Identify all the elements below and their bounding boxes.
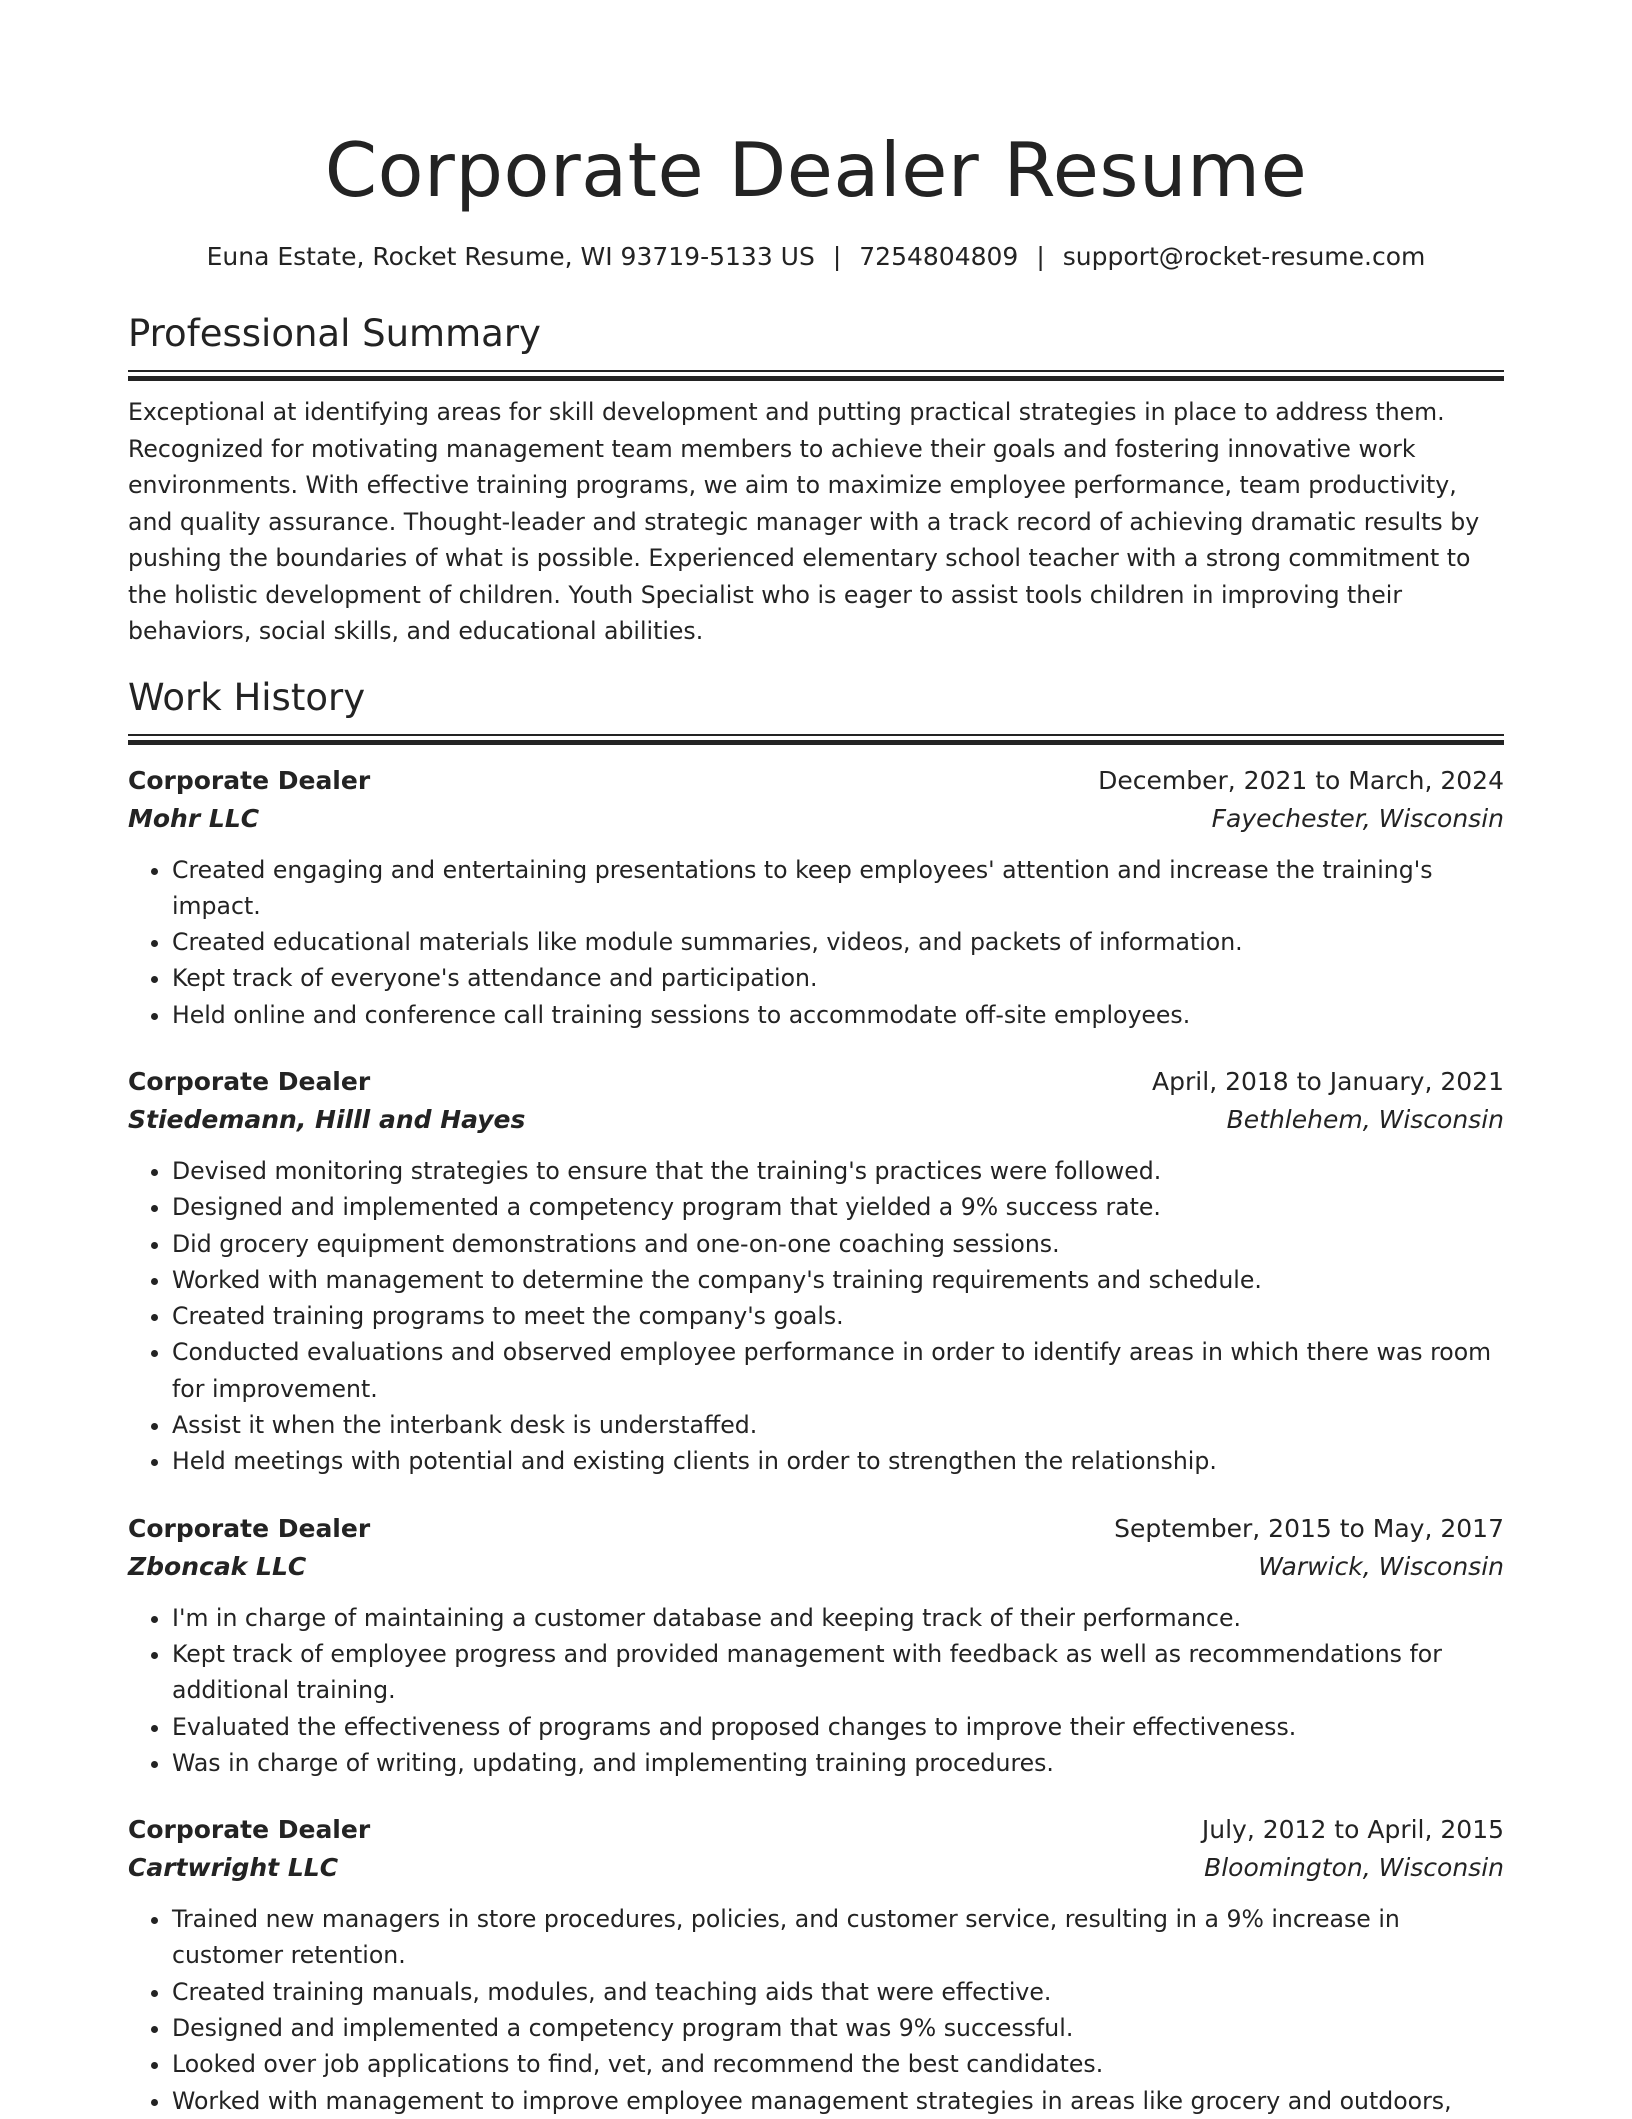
job-company: Mohr LLC: [128, 803, 260, 833]
job-title: Corporate Dealer: [128, 1066, 371, 1096]
job-bullet: • Worked with management to determine the company's training requirements and schedule.: [172, 1262, 1504, 1298]
contact-separator: |: [1036, 242, 1045, 271]
work-history-section: [128, 676, 1504, 2119]
job-bullet: • Looked over job applications to find, vet, and recommend the best candidates.: [172, 2046, 1504, 2082]
job-entry: [128, 1510, 1504, 1781]
job-bullet: • Conducted evaluations and observed employee performance in order to identify areas in which there was room for improvement.: [172, 1334, 1504, 1407]
job-bullet: • Did grocery equipment demonstrations and one-on-one coaching sessions.: [172, 1226, 1504, 1262]
job-dates: April, 2018 to January, 2021: [1152, 1066, 1504, 1096]
section-divider: [128, 370, 1504, 380]
job-header-row: [128, 1811, 1504, 1849]
job-bullet: • Trained new managers in store procedures, policies, and customer service, resulting in a 9% increase in customer retention.: [172, 1901, 1504, 1974]
job-company-row: [128, 1849, 1504, 1887]
job-bullet-list: [128, 1153, 1504, 1480]
job-bullet: • I'm in charge of maintaining a customer database and keeping track of their performance.: [172, 1600, 1504, 1636]
job-bullet: • Created educational materials like module summaries, videos, and packets of information.: [172, 924, 1504, 960]
summary-heading: Professional Summary: [128, 312, 541, 355]
job-header-row: [128, 762, 1504, 800]
job-bullet: • Created engaging and entertaining presentations to keep employees' attention and increase the training's impact.: [172, 852, 1504, 925]
job-company-row: [128, 800, 1504, 838]
resume-page: [128, 0, 1504, 2119]
job-bullet: • Was in charge of writing, updating, and implementing training procedures.: [172, 1745, 1504, 1781]
job-bullet: • Created training manuals, modules, and teaching aids that were effective.: [172, 1974, 1504, 2010]
job-company-row: [128, 1101, 1504, 1139]
job-bullet: • Evaluated the effectiveness of programs and proposed changes to improve their effectiveness.: [172, 1709, 1504, 1745]
contact-email: support@rocket-resume.com: [1062, 242, 1426, 271]
job-bullet: • Created training programs to meet the company's goals.: [172, 1298, 1504, 1334]
job-bullet-list: [128, 1901, 1504, 2119]
job-entry: [128, 762, 1504, 1033]
job-bullet: • Kept track of employee progress and provided management with feedback as well as recommendations for additional training.: [172, 1636, 1504, 1709]
contact-line: [128, 240, 1504, 274]
job-bullet: • Devised monitoring strategies to ensure that the training's practices were followed.: [172, 1153, 1504, 1189]
contact-address: Euna Estate, Rocket Resume, WI 93719-5133 US: [206, 242, 815, 271]
job-company: Cartwright LLC: [128, 1853, 339, 1883]
job-bullet: • Designed and implemented a competency program that yielded a 9% success rate.: [172, 1189, 1504, 1225]
job-company-row: [128, 1548, 1504, 1586]
job-location: Bloomington, Wisconsin: [1204, 1853, 1504, 1883]
resume-title: Corporate Dealer Resume: [324, 126, 1308, 214]
job-dates: July, 2012 to April, 2015: [1201, 1815, 1504, 1845]
job-location: Warwick, Wisconsin: [1258, 1551, 1504, 1581]
job-title: Corporate Dealer: [128, 1513, 371, 1543]
job-company: Stiedemann, Hilll and Hayes: [128, 1104, 526, 1134]
job-dates: December, 2021 to March, 2024: [1098, 765, 1504, 795]
job-location: Bethlehem, Wisconsin: [1226, 1104, 1504, 1134]
work-history-heading: Work History: [128, 675, 366, 719]
job-bullet: • Kept track of everyone's attendance and participation.: [172, 960, 1504, 996]
job-bullet-list: [128, 1600, 1504, 1781]
job-bullet: • Assist it when the interbank desk is understaffed.: [172, 1407, 1504, 1443]
contact-phone: 7254804809: [859, 242, 1019, 271]
job-bullet: • Designed and implemented a competency program that was 9% successful.: [172, 2010, 1504, 2046]
job-company: Zboncak LLC: [128, 1551, 307, 1581]
job-title: Corporate Dealer: [128, 1815, 371, 1845]
summary-text: Exceptional at identifying areas for skill development and putting practical strategies in place to address them. Recognized for motivating management team members to achieve their goals and fostering innovative work environments. With effective training programs, we aim to maximize employee performance, team productivity, and quality assurance. Thought-leader and strategic manager with a track record of achieving dramatic results by pushing the boundaries of what is possible. Experienced elementary school teacher with a strong commitment to the holistic development of children. Youth Specialist who is eager to assist tools children in improving their behaviors, social skills, and educational abilities.: [128, 398, 1480, 645]
job-header-row: [128, 1510, 1504, 1548]
job-header-row: [128, 1063, 1504, 1101]
section-divider: [128, 734, 1504, 744]
job-location: Fayechester, Wisconsin: [1211, 803, 1504, 833]
summary-section: [128, 312, 1504, 650]
job-dates: September, 2015 to May, 2017: [1114, 1513, 1504, 1543]
contact-separator: |: [832, 242, 842, 271]
job-bullet: • Held meetings with potential and existing clients in order to strengthen the relationship.: [172, 1443, 1504, 1479]
job-entry: [128, 1063, 1504, 1480]
job-list: [128, 762, 1504, 2119]
job-bullet-list: [128, 852, 1504, 1033]
job-entry: [128, 1811, 1504, 2119]
job-title: Corporate Dealer: [128, 765, 371, 795]
job-bullet: • Held online and conference call training sessions to accommodate off-site employees.: [172, 997, 1504, 1033]
job-bullet: • Worked with management to improve employee management strategies in areas like grocery and outdoors,: [172, 2083, 1504, 2119]
